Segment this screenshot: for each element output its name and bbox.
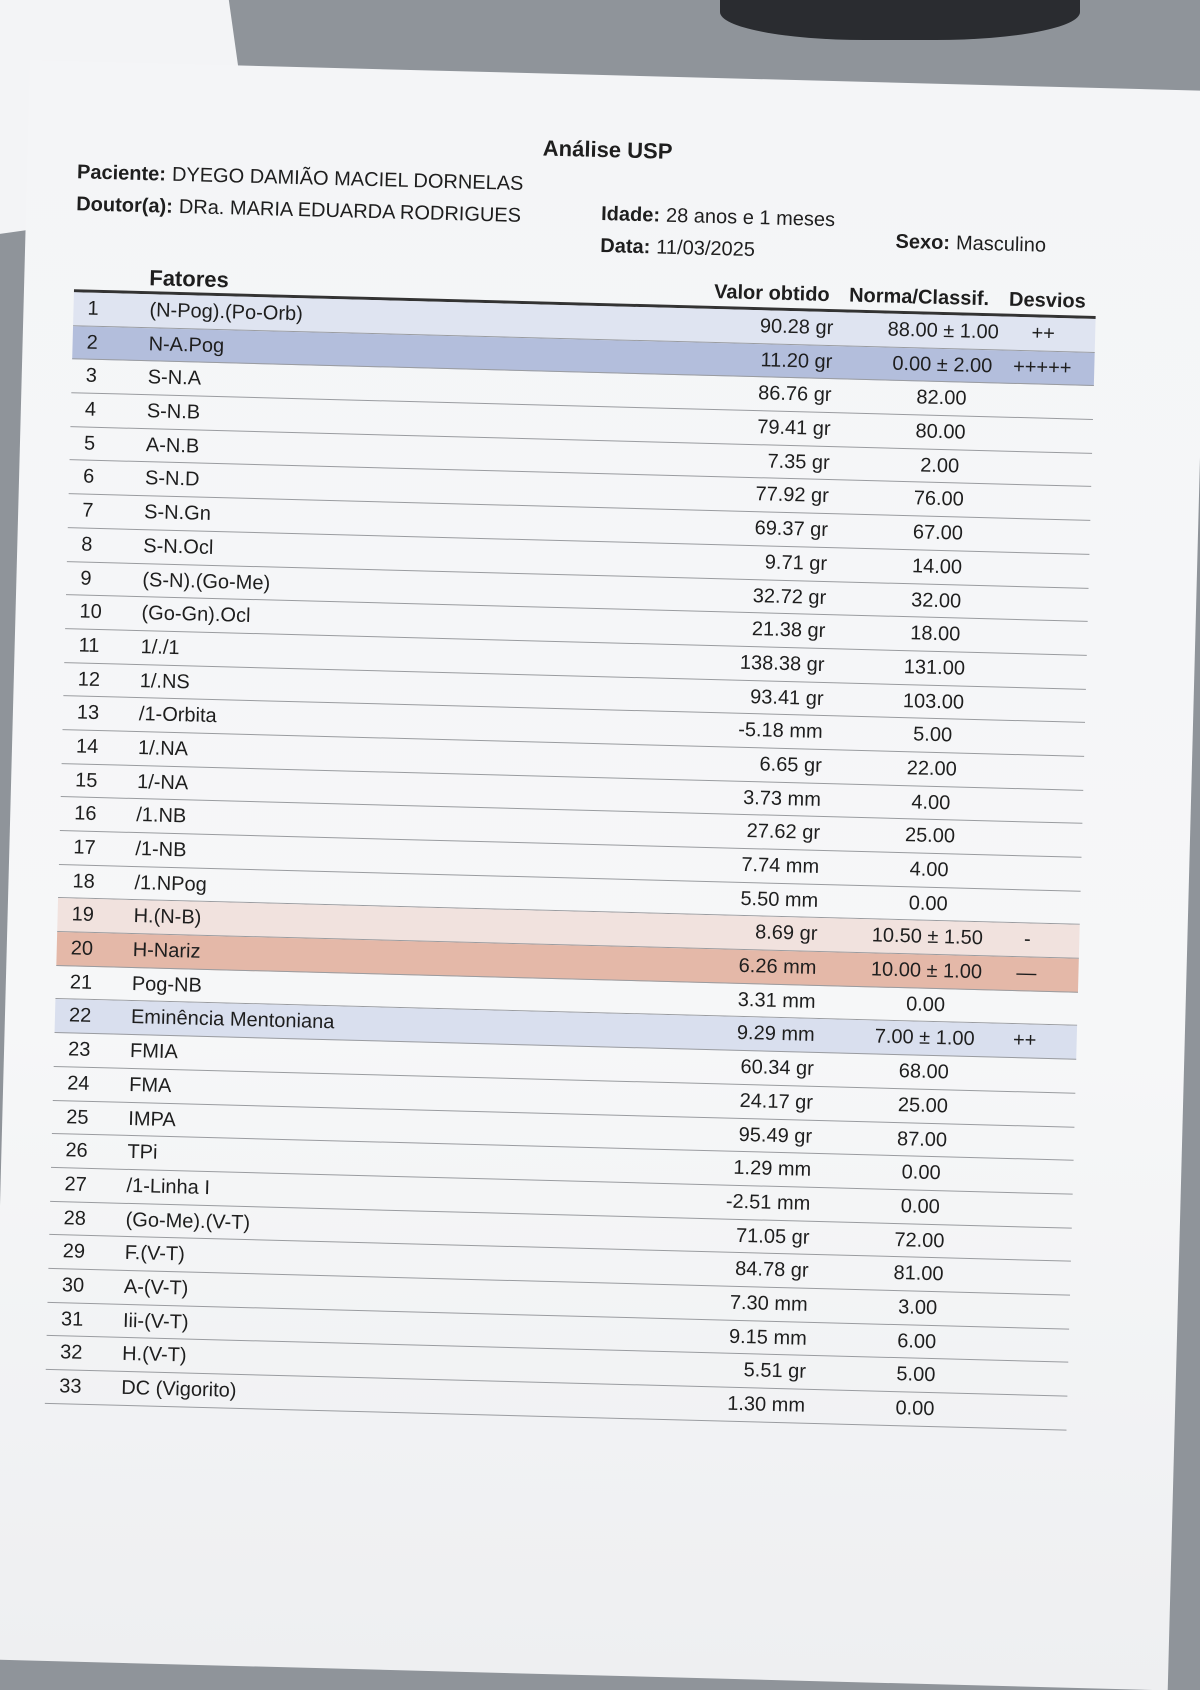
norm-value: 67.00: [912, 521, 964, 545]
norm-value: 88.00 ± 1.00: [887, 318, 1000, 344]
factor-name: FMIA: [129, 1040, 179, 1064]
factor-name: /1.NPog: [134, 871, 208, 896]
factor-name: /1-Linha I: [126, 1174, 211, 1199]
row-number: 32: [59, 1341, 83, 1365]
obtained-value: 95.49 gr: [738, 1123, 813, 1148]
factor-name: S-N.A: [147, 366, 202, 390]
header-valor-obtido: Valor obtido: [713, 280, 830, 307]
deviation-marker: ++: [1012, 1029, 1037, 1053]
norm-value: 25.00: [897, 1093, 949, 1118]
obtained-value: 79.41 gr: [756, 416, 831, 441]
report-sheet: [0, 60, 1200, 1690]
norm-value: 14.00: [911, 555, 963, 579]
norm-value: 10.00 ± 1.00: [870, 958, 983, 984]
row-number: 15: [74, 769, 98, 792]
factor-name: S-N.B: [146, 400, 201, 424]
row-number: 12: [77, 668, 101, 691]
factor-name: /1-NB: [135, 838, 187, 862]
obtained-value: 1.30 mm: [726, 1392, 806, 1417]
age-info: [601, 203, 835, 232]
factor-name: A-(V-T): [123, 1275, 189, 1300]
factor-name: FMA: [128, 1073, 172, 1097]
factor-name: 1/.NS: [139, 669, 191, 693]
factor-name: A-N.B: [145, 433, 200, 458]
norm-value: 0.00 ± 2.00: [892, 352, 993, 377]
factor-name: IMPA: [128, 1107, 177, 1131]
header-desvios: Desvios: [1008, 288, 1087, 313]
deviation-marker: ++: [1031, 322, 1056, 345]
factor-name: 1/.NA: [137, 737, 189, 761]
row-number: 9: [80, 567, 92, 590]
obtained-value: 5.50 mm: [740, 887, 819, 912]
obtained-value: 71.05 gr: [735, 1224, 810, 1249]
factor-name: TPi: [127, 1141, 158, 1164]
factor-name: S-N.Gn: [143, 501, 212, 526]
obtained-value: 84.78 gr: [734, 1258, 809, 1283]
row-number: 2: [86, 331, 99, 354]
obtained-value: 24.17 gr: [739, 1089, 814, 1114]
header-norma: Norma/Classif.: [848, 284, 990, 311]
deviation-marker: +++++: [1012, 355, 1072, 380]
factor-name: S-N.D: [144, 467, 200, 492]
doctor-name: DRa. MARIA EDUARDA RODRIGUES: [178, 195, 522, 227]
factor-name: (N-Pog).(Po-Orb): [149, 299, 304, 326]
norm-value: 0.00: [901, 1161, 941, 1185]
norm-value: 0.00: [908, 891, 948, 915]
row-number: 10: [79, 600, 103, 624]
obtained-value: 6.65 gr: [759, 753, 823, 777]
doctor-label: Doutor(a):: [75, 193, 174, 218]
deviation-marker: —: [1016, 962, 1037, 985]
obtained-value: 6.26 mm: [738, 954, 817, 979]
norm-value: 103.00: [902, 689, 965, 714]
norm-value: 76.00: [913, 487, 965, 512]
factor-name: H.(N-B): [133, 905, 202, 930]
obtained-value: 93.41 gr: [749, 685, 824, 710]
row-number: 5: [83, 432, 96, 455]
row-number: 20: [70, 937, 94, 961]
row-number: 27: [64, 1173, 88, 1196]
obtained-value: 69.37 gr: [754, 517, 829, 542]
obtained-value: 60.34 gr: [740, 1056, 815, 1080]
norm-value: 4.00: [911, 790, 951, 814]
date-value: 11/03/2025: [656, 236, 756, 262]
obtained-value: 9.15 mm: [728, 1325, 808, 1350]
norm-value: 82.00: [916, 386, 967, 411]
obtained-value: 32.72 gr: [752, 584, 827, 609]
factor-name: (S-N).(Go-Me): [142, 568, 271, 594]
sex-info: [895, 231, 1046, 258]
obtained-value: 9.29 mm: [736, 1022, 816, 1047]
obtained-value: 86.76 gr: [757, 382, 832, 407]
report-title: Análise USP: [542, 135, 673, 164]
date-info: [600, 235, 755, 262]
row-number: 30: [61, 1274, 85, 1297]
row-number: 25: [66, 1105, 89, 1129]
row-number: 11: [78, 634, 100, 657]
factor-name: H.(V-T): [121, 1343, 187, 1367]
patient-label: Paciente:: [76, 161, 167, 186]
norm-value: 3.00: [897, 1296, 938, 1320]
row-number: 31: [60, 1307, 84, 1331]
patient-info: [77, 161, 524, 196]
row-number: 8: [81, 533, 93, 556]
factor-name: 1/-NA: [136, 770, 189, 795]
norm-value: 0.00: [905, 993, 946, 1017]
row-number: 26: [65, 1139, 88, 1163]
obtained-value: 77.92 gr: [755, 483, 830, 508]
date-label: Data:: [600, 234, 651, 259]
norm-value: 7.00 ± 1.00: [874, 1025, 975, 1051]
factor-name: (Go-Me).(V-T): [125, 1208, 251, 1234]
norm-value: 80.00: [915, 420, 966, 444]
obtained-value: 7.74 mm: [741, 853, 820, 878]
norm-value: 5.00: [896, 1363, 936, 1387]
obtained-value: 9.71 gr: [764, 551, 828, 575]
obtained-value: -5.18 mm: [737, 719, 823, 744]
row-number: 3: [85, 364, 98, 388]
factor-name: Iii-(V-T): [122, 1309, 189, 1334]
factor-name: /1.NB: [135, 804, 187, 828]
age-label: Idade:: [600, 203, 661, 227]
obtained-value: 3.31 mm: [737, 988, 816, 1013]
norm-value: 25.00: [904, 824, 956, 848]
norm-value: 2.00: [919, 454, 960, 478]
factor-name: F.(V-T): [124, 1242, 186, 1266]
norm-value: 4.00: [909, 858, 949, 882]
obtained-value: 7.30 mm: [729, 1291, 808, 1316]
factor-name: DC (Vigorito): [120, 1376, 237, 1402]
factor-name: S-N.Ocl: [143, 534, 214, 559]
row-number: 33: [59, 1375, 82, 1398]
table-body: [45, 292, 1096, 1430]
row-number: 23: [67, 1038, 91, 1062]
factor-name: Eminência Mentoniana: [130, 1006, 335, 1034]
norm-value: 0.00: [900, 1195, 941, 1219]
norm-value: 81.00: [893, 1262, 944, 1286]
factor-name: (Go-Gn).Ocl: [141, 602, 251, 628]
row-number: 6: [82, 465, 95, 489]
obtained-value: 90.28 gr: [759, 315, 834, 340]
norm-value: 6.00: [897, 1329, 937, 1353]
obtained-value: 1.29 mm: [733, 1156, 812, 1182]
obtained-value: 21.38 gr: [751, 618, 826, 643]
factor-name: N-A.Pog: [148, 332, 225, 357]
obtained-value: 5.51 gr: [743, 1359, 807, 1384]
sex-value: Masculino: [955, 232, 1047, 257]
norm-value: 32.00: [910, 588, 962, 613]
row-number: 14: [75, 735, 99, 758]
norm-value: 68.00: [898, 1060, 950, 1084]
factor-name: /1-Orbita: [138, 703, 217, 728]
age-value: 28 anos e 1 meses: [665, 204, 836, 232]
deviation-marker: -: [1023, 928, 1031, 951]
norm-value: 72.00: [894, 1228, 945, 1252]
row-number: 24: [66, 1072, 90, 1095]
obtained-value: 3.73 mm: [742, 786, 822, 811]
row-number: 1: [87, 297, 99, 320]
norm-value: 0.00: [895, 1397, 935, 1421]
fatores-header: Fatores: [149, 265, 230, 293]
factor-name: Pog-NB: [131, 972, 203, 997]
row-number: 17: [73, 836, 96, 859]
obtained-value: 11.20 gr: [760, 348, 833, 373]
patient-name: DYEGO DAMIÃO MACIEL DORNELAS: [171, 163, 524, 195]
norm-value: 10.50 ± 1.50: [871, 924, 984, 950]
factor-name: H-Nariz: [132, 939, 201, 963]
norm-value: 18.00: [909, 622, 961, 646]
norm-value: 5.00: [912, 723, 953, 747]
norm-value: 22.00: [906, 757, 958, 781]
row-number: 13: [76, 701, 100, 725]
row-number: 28: [63, 1206, 87, 1230]
obtained-value: -2.51 mm: [725, 1190, 811, 1215]
obtained-value: 7.35 gr: [767, 450, 831, 474]
row-number: 19: [71, 903, 95, 927]
sex-label: Sexo:: [895, 230, 951, 255]
obtained-value: 27.62 gr: [746, 820, 821, 845]
row-number: 18: [72, 870, 96, 893]
norm-value: 131.00: [903, 655, 966, 680]
obtained-value: 8.69 gr: [754, 921, 818, 946]
background-object: [720, 0, 1080, 40]
cephalometric-table: [45, 280, 1096, 1430]
row-number: 7: [81, 499, 94, 522]
row-number: 4: [84, 398, 97, 421]
norm-value: 87.00: [896, 1127, 948, 1151]
obtained-value: 138.38 gr: [739, 651, 825, 676]
row-number: 29: [62, 1240, 86, 1264]
row-number: 21: [69, 971, 93, 994]
doctor-info: [76, 193, 521, 228]
row-number: 16: [73, 802, 97, 826]
factor-name: 1/./1: [140, 635, 180, 659]
row-number: 22: [68, 1004, 92, 1028]
